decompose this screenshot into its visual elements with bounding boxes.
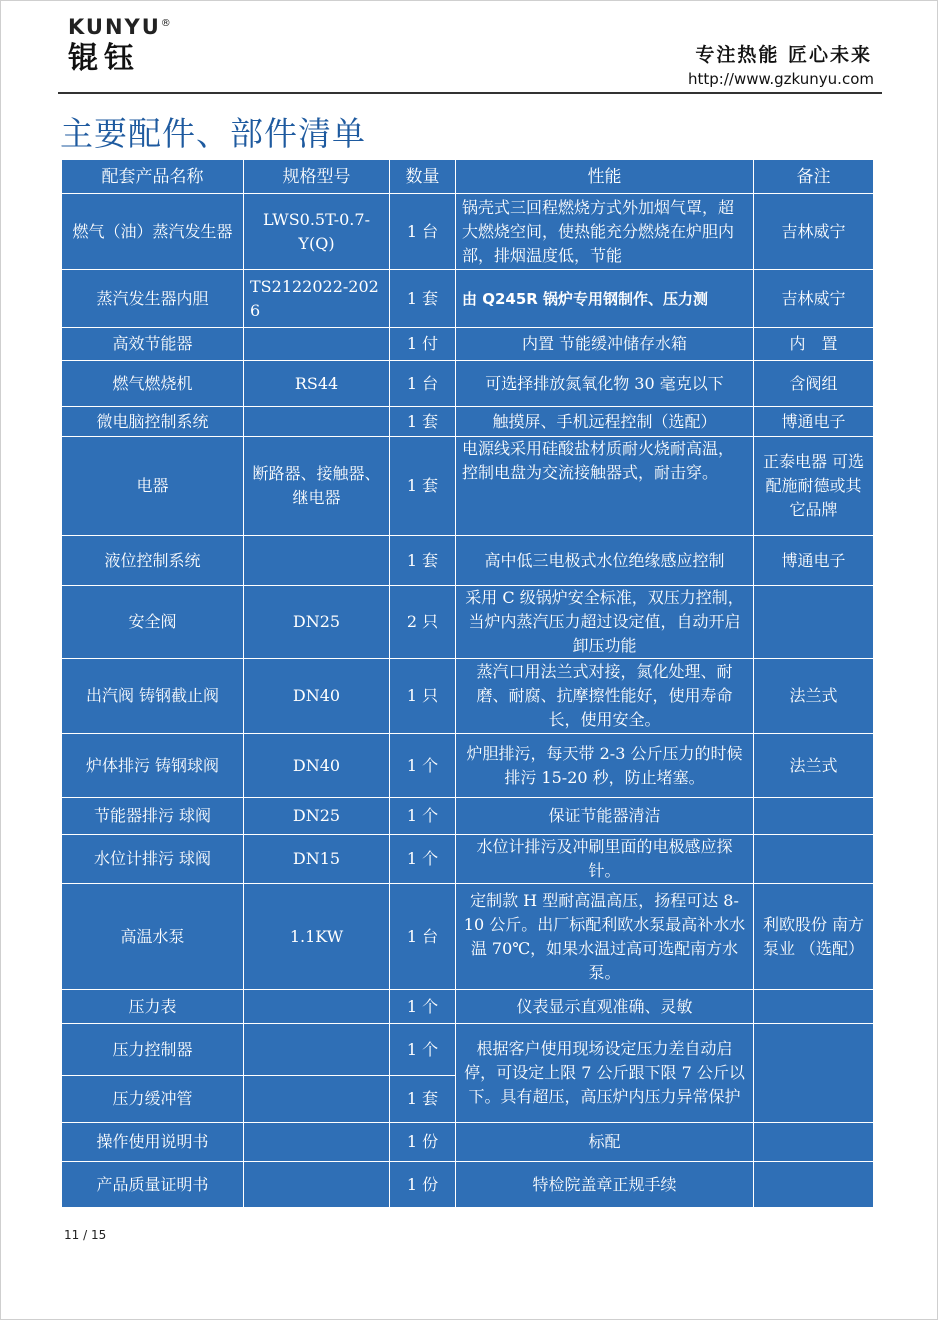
cell-note xyxy=(754,798,874,835)
company-logo xyxy=(68,12,208,74)
header-performance: 性能 xyxy=(456,160,754,194)
cell-qty: 1 份 xyxy=(390,1162,456,1208)
cell-performance: 锅壳式三回程燃烧方式外加烟气罩，超大燃烧空间，使热能充分燃烧在炉胆内部，排烟温度低，节能 xyxy=(456,194,754,270)
cell-qty: 1 台 xyxy=(390,884,456,990)
cell-name: 蒸汽发生器内胆 xyxy=(62,270,244,328)
cell-note: 博通电子 xyxy=(754,536,874,586)
logo-latin-text: KUNYU xyxy=(68,15,161,39)
cell-performance: 炉胆排污，每天带 2-3 公斤压力的时候排污 15-20 秒，防止堵塞。 xyxy=(456,734,754,798)
cell-qty: 1 套 xyxy=(390,270,456,328)
cell-spec: LWS0.5T-0.7-Y(Q) xyxy=(244,194,390,270)
cell-note xyxy=(754,1123,874,1162)
cell-spec: DN40 xyxy=(244,659,390,734)
logo-chinese-text: 锟钰 xyxy=(68,41,140,76)
cell-spec xyxy=(244,990,390,1024)
cell-spec xyxy=(244,1024,390,1076)
parts-table-wrapper xyxy=(61,159,874,1208)
cell-note xyxy=(754,1024,874,1123)
cell-note: 吉林威宁 xyxy=(754,194,874,270)
cell-performance: 可选择排放氮氧化物 30 毫克以下 xyxy=(456,361,754,407)
cell-qty: 1 个 xyxy=(390,835,456,884)
cell-spec: RS44 xyxy=(244,361,390,407)
table-row xyxy=(62,270,874,328)
cell-performance: 水位计排污及冲刷里面的电极感应探针。 xyxy=(456,835,754,884)
table-row xyxy=(62,586,874,659)
table-row xyxy=(62,835,874,884)
cell-note xyxy=(754,1162,874,1208)
cell-note: 法兰式 xyxy=(754,734,874,798)
cell-name: 燃气（油）蒸汽发生器 xyxy=(62,194,244,270)
cell-spec xyxy=(244,536,390,586)
cell-note: 博通电子 xyxy=(754,407,874,437)
header-product-name: 配套产品名称 xyxy=(62,160,244,194)
cell-name: 节能器排污 球阀 xyxy=(62,798,244,835)
table-row xyxy=(62,659,874,734)
cell-qty: 1 个 xyxy=(390,990,456,1024)
cell-spec xyxy=(244,1076,390,1123)
cell-name: 压力表 xyxy=(62,990,244,1024)
cell-spec: DN25 xyxy=(244,798,390,835)
cell-spec xyxy=(244,1123,390,1162)
table-row xyxy=(62,734,874,798)
cell-qty: 1 台 xyxy=(390,361,456,407)
cell-performance: 内置 节能缓冲储存水箱 xyxy=(456,328,754,361)
cell-performance: 标配 xyxy=(456,1123,754,1162)
table-row xyxy=(62,798,874,835)
header-quantity: 数量 xyxy=(390,160,456,194)
table-row xyxy=(62,1162,874,1208)
cell-performance: 蒸汽口用法兰式对接，氮化处理、耐磨、耐腐、抗摩擦性能好，使用寿命长，使用安全。 xyxy=(456,659,754,734)
parts-table xyxy=(61,159,874,1208)
table-header-row xyxy=(62,160,874,194)
cell-qty: 1 个 xyxy=(390,734,456,798)
cell-performance: 电源线采用硅酸盐材质耐火烧耐高温，控制电盘为交流接触器式，耐击穿。 xyxy=(456,437,754,536)
cell-qty: 1 套 xyxy=(390,437,456,536)
cell-note: 吉林威宁 xyxy=(754,270,874,328)
cell-name: 出汽阀 铸钢截止阀 xyxy=(62,659,244,734)
cell-spec: DN25 xyxy=(244,586,390,659)
cell-qty: 1 只 xyxy=(390,659,456,734)
cell-spec: 断路器、接触器、继电器 xyxy=(244,437,390,536)
cell-note xyxy=(754,990,874,1024)
cell-spec: DN40 xyxy=(244,734,390,798)
cell-name: 压力控制器 xyxy=(62,1024,244,1076)
cell-qty: 1 份 xyxy=(390,1123,456,1162)
cell-name: 燃气燃烧机 xyxy=(62,361,244,407)
cell-qty: 1 套 xyxy=(390,407,456,437)
cell-spec: DN15 xyxy=(244,835,390,884)
cell-qty: 1 套 xyxy=(390,536,456,586)
cell-name: 炉体排污 铸钢球阀 xyxy=(62,734,244,798)
page-number: 11 / 15 xyxy=(64,1228,107,1242)
cell-performance: 根据客户使用现场设定压力差自动启停，可设定上限 7 公斤跟下限 7 公斤以下。具有超压，高压炉内压力异常保护 xyxy=(456,1024,754,1123)
table-row xyxy=(62,361,874,407)
cell-note: 利欧股份 南方泵业 （选配） xyxy=(754,884,874,990)
cell-qty: 1 套 xyxy=(390,1076,456,1123)
cell-name: 安全阀 xyxy=(62,586,244,659)
table-row xyxy=(62,1024,874,1076)
cell-performance: 触摸屏、手机远程控制（选配） xyxy=(456,407,754,437)
table-row xyxy=(62,194,874,270)
table-row xyxy=(62,407,874,437)
cell-spec: 1.1KW xyxy=(244,884,390,990)
cell-name: 电器 xyxy=(62,437,244,536)
cell-performance: 由 Q245R 锅炉专用钢制作、压力测 xyxy=(456,270,754,328)
table-row xyxy=(62,437,874,536)
cell-performance: 特检院盖章正规手续 xyxy=(456,1162,754,1208)
header-note: 备注 xyxy=(754,160,874,194)
cell-name: 压力缓冲管 xyxy=(62,1076,244,1123)
cell-qty: 1 付 xyxy=(390,328,456,361)
registered-mark: ® xyxy=(160,18,173,29)
cell-performance: 高中低三电极式水位绝缘感应控制 xyxy=(456,536,754,586)
cell-spec xyxy=(244,328,390,361)
header-spec: 规格型号 xyxy=(244,160,390,194)
cell-spec: TS2122022-2026 xyxy=(244,270,390,328)
cell-qty: 1 个 xyxy=(390,1024,456,1076)
table-row xyxy=(62,328,874,361)
cell-note xyxy=(754,835,874,884)
cell-performance: 定制款 H 型耐高温高压，扬程可达 8-10 公斤。出厂标配利欧水泵最高补水水温 70℃，如果水温过高可选配南方水泵。 xyxy=(456,884,754,990)
cell-qty: 2 只 xyxy=(390,586,456,659)
table-row xyxy=(62,536,874,586)
cell-spec xyxy=(244,407,390,437)
cell-qty: 1 个 xyxy=(390,798,456,835)
cell-performance: 仪表显示直观准确、灵敏 xyxy=(456,990,754,1024)
table-row xyxy=(62,884,874,990)
table-row xyxy=(62,990,874,1024)
cell-performance: 采用 C 级锅炉安全标准，双压力控制，当炉内蒸汽压力超过设定值，自动开启卸压功能 xyxy=(456,586,754,659)
cell-name: 水位计排污 球阀 xyxy=(62,835,244,884)
cell-name: 高效节能器 xyxy=(62,328,244,361)
cell-name: 微电脑控制系统 xyxy=(62,407,244,437)
cell-spec xyxy=(244,1162,390,1208)
cell-performance: 保证节能器清洁 xyxy=(456,798,754,835)
cell-name: 产品质量证明书 xyxy=(62,1162,244,1208)
cell-name: 操作使用说明书 xyxy=(62,1123,244,1162)
cell-note: 正泰电器 可选配施耐德或其它品牌 xyxy=(754,437,874,536)
cell-note: 内 置 xyxy=(754,328,874,361)
cell-note xyxy=(754,586,874,659)
cell-name: 液位控制系统 xyxy=(62,536,244,586)
cell-name: 高温水泵 xyxy=(62,884,244,990)
cell-qty: 1 台 xyxy=(390,194,456,270)
cell-note: 法兰式 xyxy=(754,659,874,734)
table-row xyxy=(62,1123,874,1162)
company-slogan: 专注热能 匠心未来 xyxy=(695,44,872,66)
header-divider xyxy=(58,92,882,94)
company-website: http://www.gzkunyu.com xyxy=(688,70,874,88)
page-title: 主要配件、部件清单 xyxy=(60,114,366,153)
cell-note: 含阀组 xyxy=(754,361,874,407)
